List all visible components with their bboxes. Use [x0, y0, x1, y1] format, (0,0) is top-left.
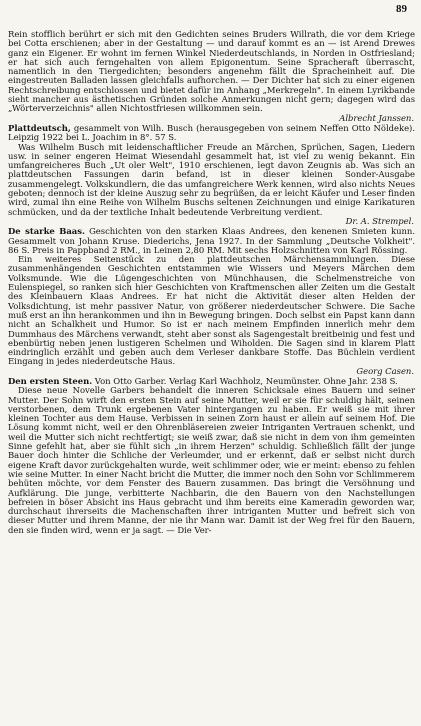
review-steen: [8, 377, 415, 535]
book-title: Den ersten Steen.: [8, 375, 93, 386]
review-paragraph: Diese neue Novelle Garbers behandelt die inneren Schicksale eines Bauern und seiner Mutter. Der Sohn wirft den ersten Stein auf seine Mutter, weil er sie für schuldig hält, seinen verstorbenen, dem Trunk ergebenen Vater hintergangen zu haben. Er weiß sie mit ihrer kleinen Tochter aus dem Hause. Verbissen in seinen Zorn haust er allein auf seinem Hof. Die Lösung kommt nicht, weil er den Ohrenbläsereien zweier Intriganten Vertrauen schenkt, und weil die Mutter sich nicht rechtfertigt; sie weiß zwar, daß sie nicht in dem von ihm gemeinten Sinne gefehlt hat, aber sie fühlt sich „in ihrem Herzen" schuldig. Schließlich fällt der junge Bauer doch hinter die Schliche der Verleumder, und er erkennt, daß er selbst nicht durch eigene Kraft davor zurückgehalten wurde, weit schlimmer oder, wie er meint: ebenso zu fehlen wie seine Mutter. In einer Nacht bricht die Mutter, die immer noch den Sohn vor Schlimmerem behüten möchte, vor dem Fenster des Bauern zusammen. Das bringt die Versöhnung und Aufklärung. Die junge, verbitterte Nachbarin, die den Bauern von den Nachstellungen befreien in böser Absicht ins Haus gebracht und ihm bereits eine Kameradin geworden war, durchschaut ihrerseits die Machenschaften ihrer intriganten Mutter und befreit sich von dieser Mutter und ihrem Manne, der nie ihr Mann war. Damit ist der Weg frei für den Bauern, den sie finden wird, wenn er ja sagt. — Die Ver-: [8, 385, 415, 535]
review-plattdeutsch: [8, 124, 415, 226]
page-number: 89: [396, 3, 407, 15]
review-header: [8, 124, 415, 143]
review-jansen: [8, 30, 415, 123]
review-baas: [8, 227, 415, 376]
book-info: gesammelt von Wilh. Busch (herausgegeben von seinem Neffen Otto Nöldeke). Leipzig 1922 bei L. Joachim in 8°. 57 S.: [8, 122, 415, 143]
reviewer-name: Dr. A. Strempel.: [345, 215, 414, 226]
page-body: [8, 30, 415, 536]
review-paragraph: Was Wilhelm Busch mit leidenschaftlicher Freude an Märchen, Sprüchen, Sagen, Liedern usw. in seiner engeren Heimat Wiesendahl gesammelt hat, ist viel zu wenig bekannt. Ein umfangreicheres Buch „Ut oler Welt", 1910 erschienen, legt davon Zeugnis ab. Was sich an plattdeutschen Fassungen darin befand, ist in dieser kleinen Sonder-Ausgabe zusammengelegt. Volkskundlern, die das umfangreichere Werk kennen, wird also nichts Neues geboten; dennoch ist der kleine Auszug sehr zu begrüßen, da er leicht Käufer und Leser finden wird, zumal ihn eine Reihe von Wilhelm Buschs seltenen Zeichnungen und einige Karikaturen schmücken, und da der textliche Inhalt bedeutende Verbreitung verdient.: [8, 141, 415, 217]
review-paragraph: Rein stofflich berührt er sich mit den Gedichten seines Bruders Willrath, die vor dem Kriege bei Cotta erschienen; aber in der Gestaltung — und darauf kommt es an — ist Arend Drewes ganz ein Eigener. Er wohnt im fernen Winkel Niederdeutschlands, in Norden in Ostfriesland; er hat sich auch ferngehalten von allem Epigonentum. Seine Spracheraft überrascht, namentlich in den Tiergedichten; besonders angenehm fällt die Spracheinheit auf. Die eingestreuten Balladen lassen gleichfalls aufhorchen. — Der Dichter hat sich zu einer eigenen Rechtschreibung entschlossen und bietet dafür im Anhang „Merkregeln". In einem Lyrikbande sieht mancher aus ästhetischen Gründen solche Anmerkungen nicht gern; dagegen wird das „Wörterverzeichnis" allen Nichtostfriesen willkommen sein.: [8, 29, 415, 114]
reviewer-name: Georg Casen.: [356, 365, 414, 376]
reviewer-name: Albrecht Janssen.: [339, 112, 414, 123]
book-title: De starke Baas.: [8, 226, 85, 237]
book-info: Von Otto Garber. Verlag Karl Wachholz, Neumünster. Ohne Jahr. 238 S.: [92, 375, 398, 386]
book-title: Plattdeutsch,: [8, 122, 71, 133]
review-header: [8, 227, 415, 255]
book-info: Geschichten von den starken Klaas Andrees, den kenenen Smieten kunn. Gesammelt von Johann Kruse. Diederichs, Jena 1927. In der Sammlung „Deutsche Volkheit". 86 S. Preis in Pappband 2 RM., in Leinen 2,80 RM. Mit sechs Holzschnitten von Karl Rössing.: [8, 226, 415, 255]
review-paragraph: Ein weiteres Seitenstück zu den plattdeutschen Märchensammlungen. Diese zusammenhängenden Geschichten entstammen wie Wissers und Meyers Märchen dem Volksmunde. Wie die Lügengeschichten von Münchhausen, die Schelmenstreiche von Eulenspiegel, so ranken sich hier Geschichten von Kraftmenschen aller Zeiten um die Gestalt des Kleinbauern Klaas Andrees. Er hat nicht die Aktivität dieser alten Helden der Volksdichtung, ist mehr passiver Natur, von größerer niederdeutscher Schwere. Die Sache muß erst an ihn herankommen und ihn in Bewegung bringen. Doch selbst ein Papst kann dann nicht an Schalkheit und Humor. So ist er nach meinem Empfinden innerlich mehr dem Dummhaus des Märchens verwandt, steht aber sonst als Sagengestalt breitbeinig und fest und ebenbürtig neben jenen lustigeren Schelmen und Wiholden. Die Sagen sind in klarem Platt eindringlich erzählt und geben auch dem Verleser dankbare Stoffe. Das Büchlein verdient Eingang in jedes niederdeutsche Haus.: [8, 254, 415, 367]
